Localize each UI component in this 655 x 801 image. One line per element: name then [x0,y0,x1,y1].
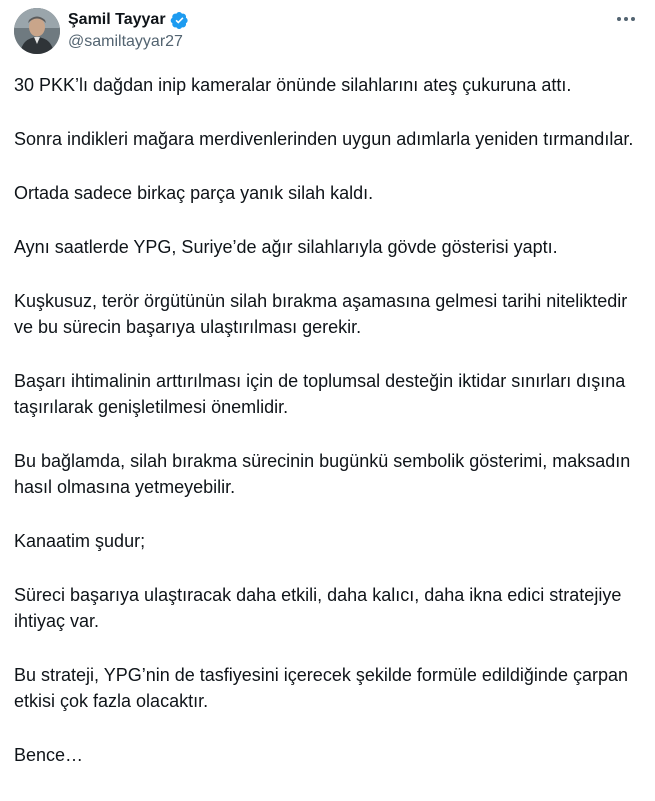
verified-badge-icon [170,11,189,30]
tweet-paragraph: 30 PKK’lı dağdan inip kameralar önünde silahlarını ateş çukuruna attı. [14,75,572,95]
tweet-paragraph: Ortada sadece birkaç parça yanık silah kaldı. [14,183,374,203]
more-dot [631,17,635,21]
author-handle[interactable]: @samiltayyar27 [68,33,183,50]
tweet-paragraph: Sonra indikleri mağara merdivenlerinden uygun adımlarla yeniden tırmandılar. [14,129,634,149]
tweet-paragraph: Bence… [14,745,84,765]
tweet-paragraph: Bu bağlamda, silah bırakma sürecinin bugünkü sembolik gösterimi, maksadın hasıl olmasına yetmeyebilir. [14,451,631,497]
paragraph-gap [14,98,641,126]
author-name[interactable]: Şamil Tayyar [68,11,166,28]
paragraph-gap [14,152,641,180]
tweet-text [14,72,641,768]
more-dot [624,17,628,21]
tweet-header [14,8,641,56]
tweet-paragraph: Bu strateji, YPG’nin de tasfiyesini içerecek şekilde formüle edildiğinde çarpan etkisi çok fazla olacaktır. [14,665,628,711]
avatar-image [14,8,60,54]
name-row [68,9,189,31]
paragraph-gap [14,714,641,742]
more-options-icon[interactable] [617,16,635,22]
paragraph-gap [14,340,641,368]
tweet-paragraph: Kanaatim şudur; [14,531,146,551]
paragraph-gap [14,634,641,662]
paragraph-gap [14,206,641,234]
paragraph-gap [14,260,641,288]
paragraph-gap [14,420,641,448]
paragraph-gap [14,554,641,582]
tweet-paragraph: Başarı ihtimalinin arttırılması için de toplumsal desteğin iktidar sınırları dışına taşırılarak genişletilmesi önemlidir. [14,371,626,417]
paragraph-gap [14,500,641,528]
tweet-paragraph: Aynı saatlerde YPG, Suriye’de ağır silahlarıyla gövde gösterisi yaptı. [14,237,558,257]
tweet-paragraph: Kuşkusuz, terör örgütünün silah bırakma aşamasına gelmesi tarihi niteliktedir ve bu sürecin başarıya ulaştırılması gerekir. [14,291,628,337]
author-identity [68,9,189,51]
tweet-paragraph: Süreci başarıya ulaştıracak daha etkili, daha kalıcı, daha ikna edici stratejiye ihtiyaç var. [14,585,622,631]
avatar[interactable] [14,8,60,54]
more-dot [617,17,621,21]
